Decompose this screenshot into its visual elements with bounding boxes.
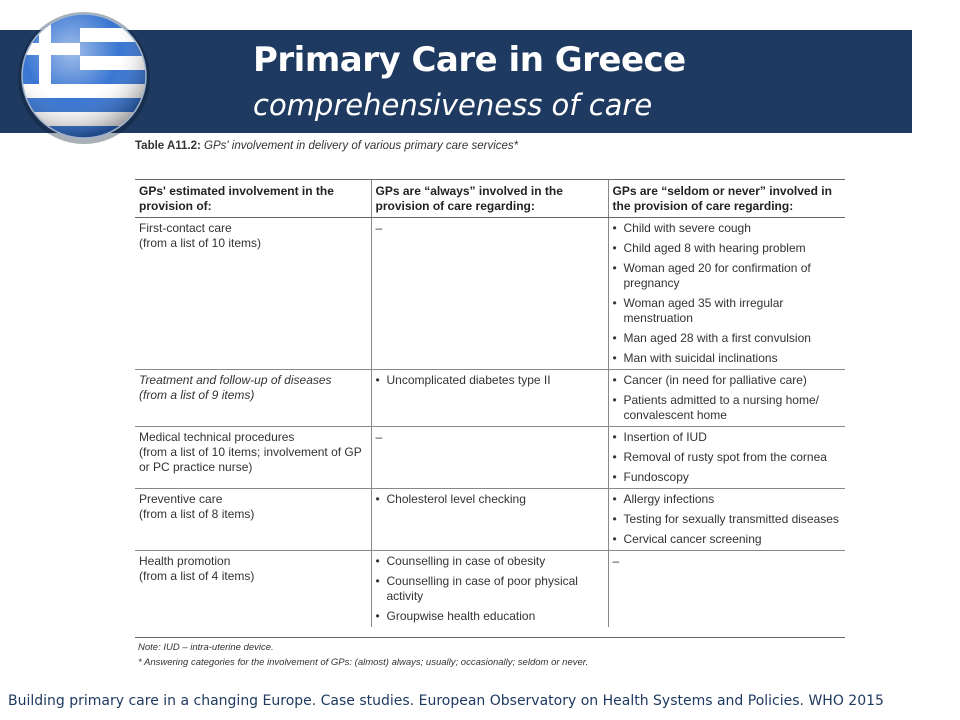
list-item: • Removal of rusty spot from the cornea bbox=[613, 450, 842, 465]
empty-dash: – bbox=[375, 430, 383, 444]
list-item: • Patients admitted to a nursing home/ convalescent home bbox=[613, 393, 842, 423]
list-item: • Counselling in case of poor physical activity bbox=[376, 574, 604, 604]
category-name: First-contact care bbox=[139, 221, 232, 235]
list-item: • Man with suicidal inclinations bbox=[613, 351, 842, 366]
always-cell bbox=[371, 551, 608, 628]
always-list bbox=[376, 373, 604, 388]
seldom-list bbox=[613, 373, 842, 423]
seldom-cell bbox=[608, 218, 845, 370]
list-item: • Cholesterol level checking bbox=[376, 492, 604, 507]
category-detail: (from a list of 10 items; involvement of GP or PC practice nurse) bbox=[139, 445, 362, 474]
gp-involvement-table bbox=[135, 179, 845, 627]
list-item: • Groupwise health education bbox=[376, 609, 604, 624]
list-item: • Counselling in case of obesity bbox=[376, 554, 604, 569]
table-row bbox=[135, 489, 845, 551]
list-item: • Woman aged 35 with irregular menstruation bbox=[613, 296, 842, 326]
list-item: • Woman aged 20 for confirmation of pregnancy bbox=[613, 261, 842, 291]
table-note: Note: IUD – intra-uterine device. bbox=[138, 642, 274, 653]
seldom-cell bbox=[608, 489, 845, 551]
category-detail: (from a list of 4 items) bbox=[139, 569, 255, 583]
list-item: • Child aged 8 with hearing problem bbox=[613, 241, 842, 256]
seldom-cell bbox=[608, 370, 845, 427]
category-cell bbox=[135, 551, 371, 628]
list-item: • Insertion of IUD bbox=[613, 430, 842, 445]
category-detail: (from a list of 10 items) bbox=[139, 236, 262, 250]
column-header-seldom: GPs are “seldom or never” involved in the provision of care regarding: bbox=[608, 180, 845, 218]
page-title: Primary Care in Greece bbox=[253, 40, 686, 80]
category-cell bbox=[135, 427, 371, 489]
category-detail: (from a list of 9 items) bbox=[139, 388, 255, 402]
list-item: • Cancer (in need for palliative care) bbox=[613, 373, 842, 388]
notes-divider bbox=[135, 637, 845, 638]
list-item: • Cervical cancer screening bbox=[613, 532, 842, 547]
always-cell bbox=[371, 427, 608, 489]
category-cell bbox=[135, 218, 371, 370]
seldom-cell bbox=[608, 551, 845, 628]
table-row bbox=[135, 427, 845, 489]
category-name: Health promotion bbox=[139, 554, 231, 568]
always-cell bbox=[371, 370, 608, 427]
category-name: Medical technical procedures bbox=[139, 430, 295, 444]
list-item: • Testing for sexually transmitted diseases bbox=[613, 512, 842, 527]
source-citation: Building primary care in a changing Europe. Case studies. European Observatory on Health Systems and Policies. WHO 2015 bbox=[8, 693, 884, 709]
empty-dash: – bbox=[612, 554, 620, 568]
seldom-cell bbox=[608, 427, 845, 489]
category-cell bbox=[135, 489, 371, 551]
seldom-list bbox=[613, 430, 842, 485]
table-row bbox=[135, 551, 845, 628]
category-name: Treatment and follow-up of diseases bbox=[139, 373, 332, 387]
table-row bbox=[135, 370, 845, 427]
always-list bbox=[376, 492, 604, 507]
table-caption bbox=[135, 140, 518, 152]
list-item: • Child with severe cough bbox=[613, 221, 842, 236]
seldom-list bbox=[613, 492, 842, 547]
category-cell bbox=[135, 370, 371, 427]
category-detail: (from a list of 8 items) bbox=[139, 507, 255, 521]
table-header-row bbox=[135, 180, 845, 218]
table-row bbox=[135, 218, 845, 370]
table-caption-label: Table A11.2: bbox=[135, 140, 201, 152]
column-header-always: GPs are “always” involved in the provision of care regarding: bbox=[371, 180, 608, 218]
page-subtitle: comprehensiveness of care bbox=[253, 88, 653, 122]
always-cell bbox=[371, 489, 608, 551]
list-item: • Man aged 28 with a first convulsion bbox=[613, 331, 842, 346]
seldom-list bbox=[613, 221, 842, 366]
always-cell bbox=[371, 218, 608, 370]
category-name: Preventive care bbox=[139, 492, 223, 506]
greek-flag-badge-icon bbox=[10, 6, 158, 146]
always-list bbox=[376, 554, 604, 624]
list-item: • Allergy infections bbox=[613, 492, 842, 507]
empty-dash: – bbox=[375, 221, 383, 235]
table-caption-text: GPs' involvement in delivery of various primary care services* bbox=[204, 140, 519, 152]
list-item: • Uncomplicated diabetes type II bbox=[376, 373, 604, 388]
column-header-provision: GPs' estimated involvement in the provision of: bbox=[135, 180, 371, 218]
list-item: • Fundoscopy bbox=[613, 470, 842, 485]
table-footnote: * Answering categories for the involvement of GPs: (almost) always; usually; occasionally; seldom or never. bbox=[138, 657, 589, 668]
